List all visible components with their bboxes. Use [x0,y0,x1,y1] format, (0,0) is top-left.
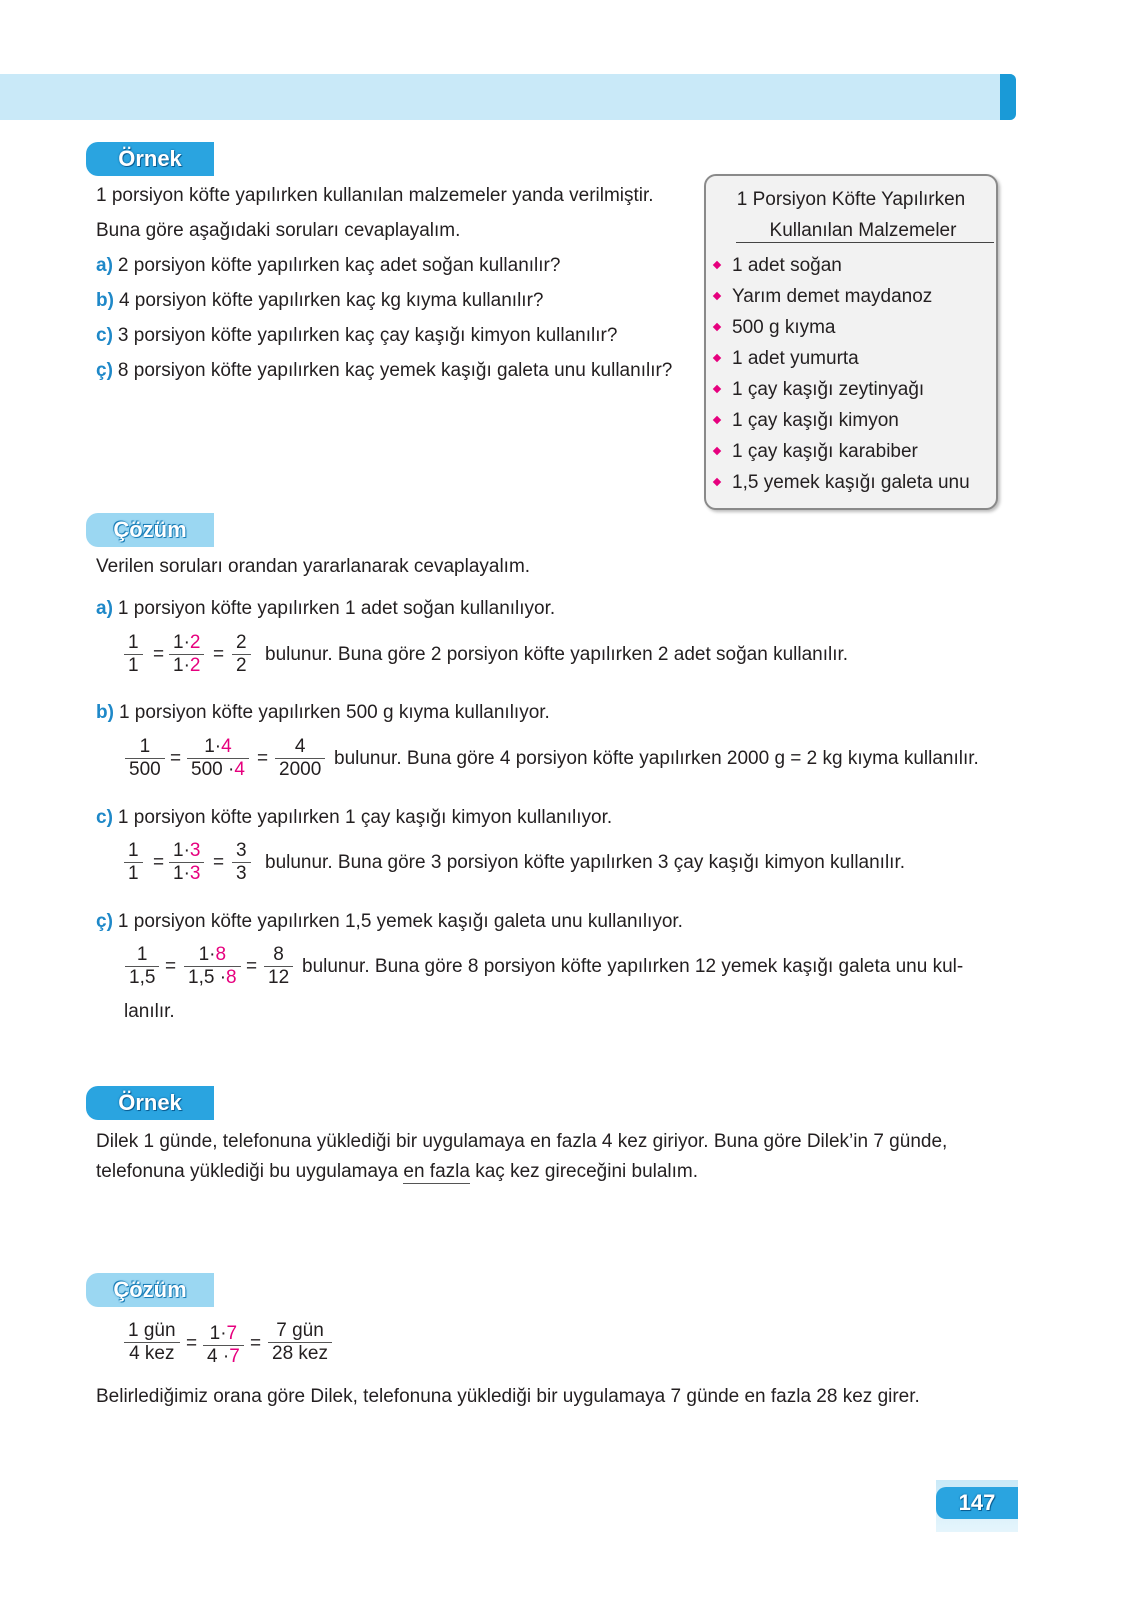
fraction: $\frac{4}{2000}$ [275,736,325,781]
fraction: $\frac{1}{1,5}$ [125,944,159,989]
solution-part-c [96,806,612,830]
equals-sign: = [153,644,165,665]
solution-badge: Çözüm [86,513,214,547]
solution-intro: Verilen soruları orandan yararlanarak cevaplayalım. [96,556,531,577]
question-label: a) [96,255,113,276]
header-band [0,74,1012,120]
ingredients-title-rule [736,242,994,243]
fraction: $\frac{1}{1}$ [124,632,143,677]
fraction: $\frac{1}{500}$ [125,736,165,781]
ingredient-item: 500 g kıyma [714,316,836,340]
fraction: 7 gün 28 kez [268,1320,332,1365]
fraction: $\frac{8}{12}$ [264,944,293,989]
part-label: b) [96,702,114,723]
part-label: a) [96,598,113,619]
part-label: ç) [96,911,113,932]
bullet-icon [713,323,721,331]
example2-line1: Dilek 1 günde, telefonuna yüklediği bir uygulamaya en fazla 4 kez giriyor. Buna göre Dilek’in 7 günde, [96,1131,948,1152]
fraction: $\frac{1\cdot 7}{4 \cdot 7}$ [203,1323,244,1368]
solution-part-cc [96,910,683,934]
question-b [96,289,543,313]
fraction: 1 gün 4 kez [124,1320,180,1365]
bullet-icon [713,416,721,424]
question-cc [96,359,672,383]
example-intro-line2: Buna göre aşağıdaki soruları cevaplayalım. [96,220,461,241]
equals-sign: = [213,644,225,665]
part-result-continuation: lanılır. [124,1001,175,1022]
fraction: $\frac{1\cdot 8}{1,5 \cdot 8}$ [184,944,241,989]
question-label: ç) [96,360,113,381]
equals-sign: = [153,852,165,873]
ingredient-item: 1 çay kaşığı zeytinyağı [714,378,924,402]
question-text: 3 porsiyon köfte yapılırken kaç çay kaşığı kimyon kullanılır? [117,325,618,346]
ingredient-item: Yarım demet maydanoz [714,285,932,309]
question-label: c) [96,325,113,346]
ingredients-title-line2: Kullanılan Malzemeler [769,220,957,241]
equals-sign: = [250,1333,262,1354]
question-label: b) [96,290,114,311]
part-text: 1 porsiyon köfte yapılırken 1 çay kaşığı kimyon kullanılıyor. [117,807,613,828]
part-label: c) [96,807,113,828]
question-c [96,324,617,348]
bullet-icon [713,478,721,486]
equals-sign: = [246,956,258,977]
solution2-conclusion: Belirlediğimiz orana göre Dilek, telefonuna yüklediği bir uygulamaya 7 günde en fazla 28 kez girer. [96,1386,920,1407]
fraction: $\frac{1\cdot 3}{1\cdot 3}$ [169,840,204,885]
ingredients-title-line1: 1 Porsiyon Köfte Yapılırken [736,189,966,210]
example-badge: Örnek [86,1086,214,1120]
question-a [96,254,560,278]
bullet-icon [713,261,721,269]
example-badge: Örnek [86,142,214,176]
question-text: 8 porsiyon köfte yapılırken kaç yemek kaşığı galeta unu kullanılır? [117,360,673,381]
bullet-icon [713,447,721,455]
part-result: bulunur. Buna göre 2 porsiyon köfte yapılırken 2 adet soğan kullanılır. [265,644,849,665]
page-number: 147 [936,1487,1018,1519]
part-result: bulunur. Buna göre 4 porsiyon köfte yapılırken 2000 g = 2 kg kıyma kullanılır. [334,748,979,769]
fraction: $\frac{1\cdot 2}{1\cdot 2}$ [169,632,204,677]
equals-sign: = [186,1333,198,1354]
question-text: 4 porsiyon köfte yapılırken kaç kg kıyma kullanılır? [118,290,544,311]
equals-sign: = [257,748,269,769]
fraction: $\frac{2}{2}$ [232,632,251,677]
bullet-icon [713,385,721,393]
part-text: 1 porsiyon köfte yapılırken 1,5 yemek kaşığı galeta unu kullanılıyor. [117,911,683,932]
example-intro-line1: 1 porsiyon köfte yapılırken kullanılan malzemeler yanda verilmiştir. [96,185,654,206]
ingredients-box [704,174,998,510]
part-result: bulunur. Buna göre 3 porsiyon köfte yapılırken 3 çay kaşığı kimyon kullanılır. [265,852,906,873]
fraction: $\frac{3}{3}$ [232,840,251,885]
ingredient-item: 1 çay kaşığı kimyon [714,409,899,433]
question-text: 2 porsiyon köfte yapılırken kaç adet soğan kullanılır? [117,255,561,276]
fraction: $\frac{1}{1}$ [124,840,143,885]
bullet-icon [713,354,721,362]
solution-part-b [96,701,550,725]
part-result: bulunur. Buna göre 8 porsiyon köfte yapılırken 12 yemek kaşığı galeta unu kul- [302,956,964,977]
part-text: 1 porsiyon köfte yapılırken 500 g kıyma kullanılıyor. [118,702,550,723]
solution-part-a [96,597,555,621]
header-tab [1000,74,1016,120]
equals-sign: = [213,852,225,873]
ingredient-item: 1 çay kaşığı karabiber [714,440,918,464]
fraction: $\frac{1\cdot 4}{500 \cdot 4}$ [187,736,249,781]
ingredient-item: 1,5 yemek kaşığı galeta unu [714,471,970,495]
equals-sign: = [170,748,182,769]
solution-badge: Çözüm [86,1273,214,1307]
underlined-phrase: en fazla [403,1161,470,1182]
part-text: 1 porsiyon köfte yapılırken 1 adet soğan kullanılıyor. [117,598,556,619]
bullet-icon [713,292,721,300]
example2-line2: telefonuna yüklediği bu uygulamaya en fazla kaç kez gireceğini bulalım. [96,1161,699,1182]
equals-sign: = [165,956,177,977]
ingredient-item: 1 adet soğan [714,254,842,278]
ingredient-item: 1 adet yumurta [714,347,859,371]
